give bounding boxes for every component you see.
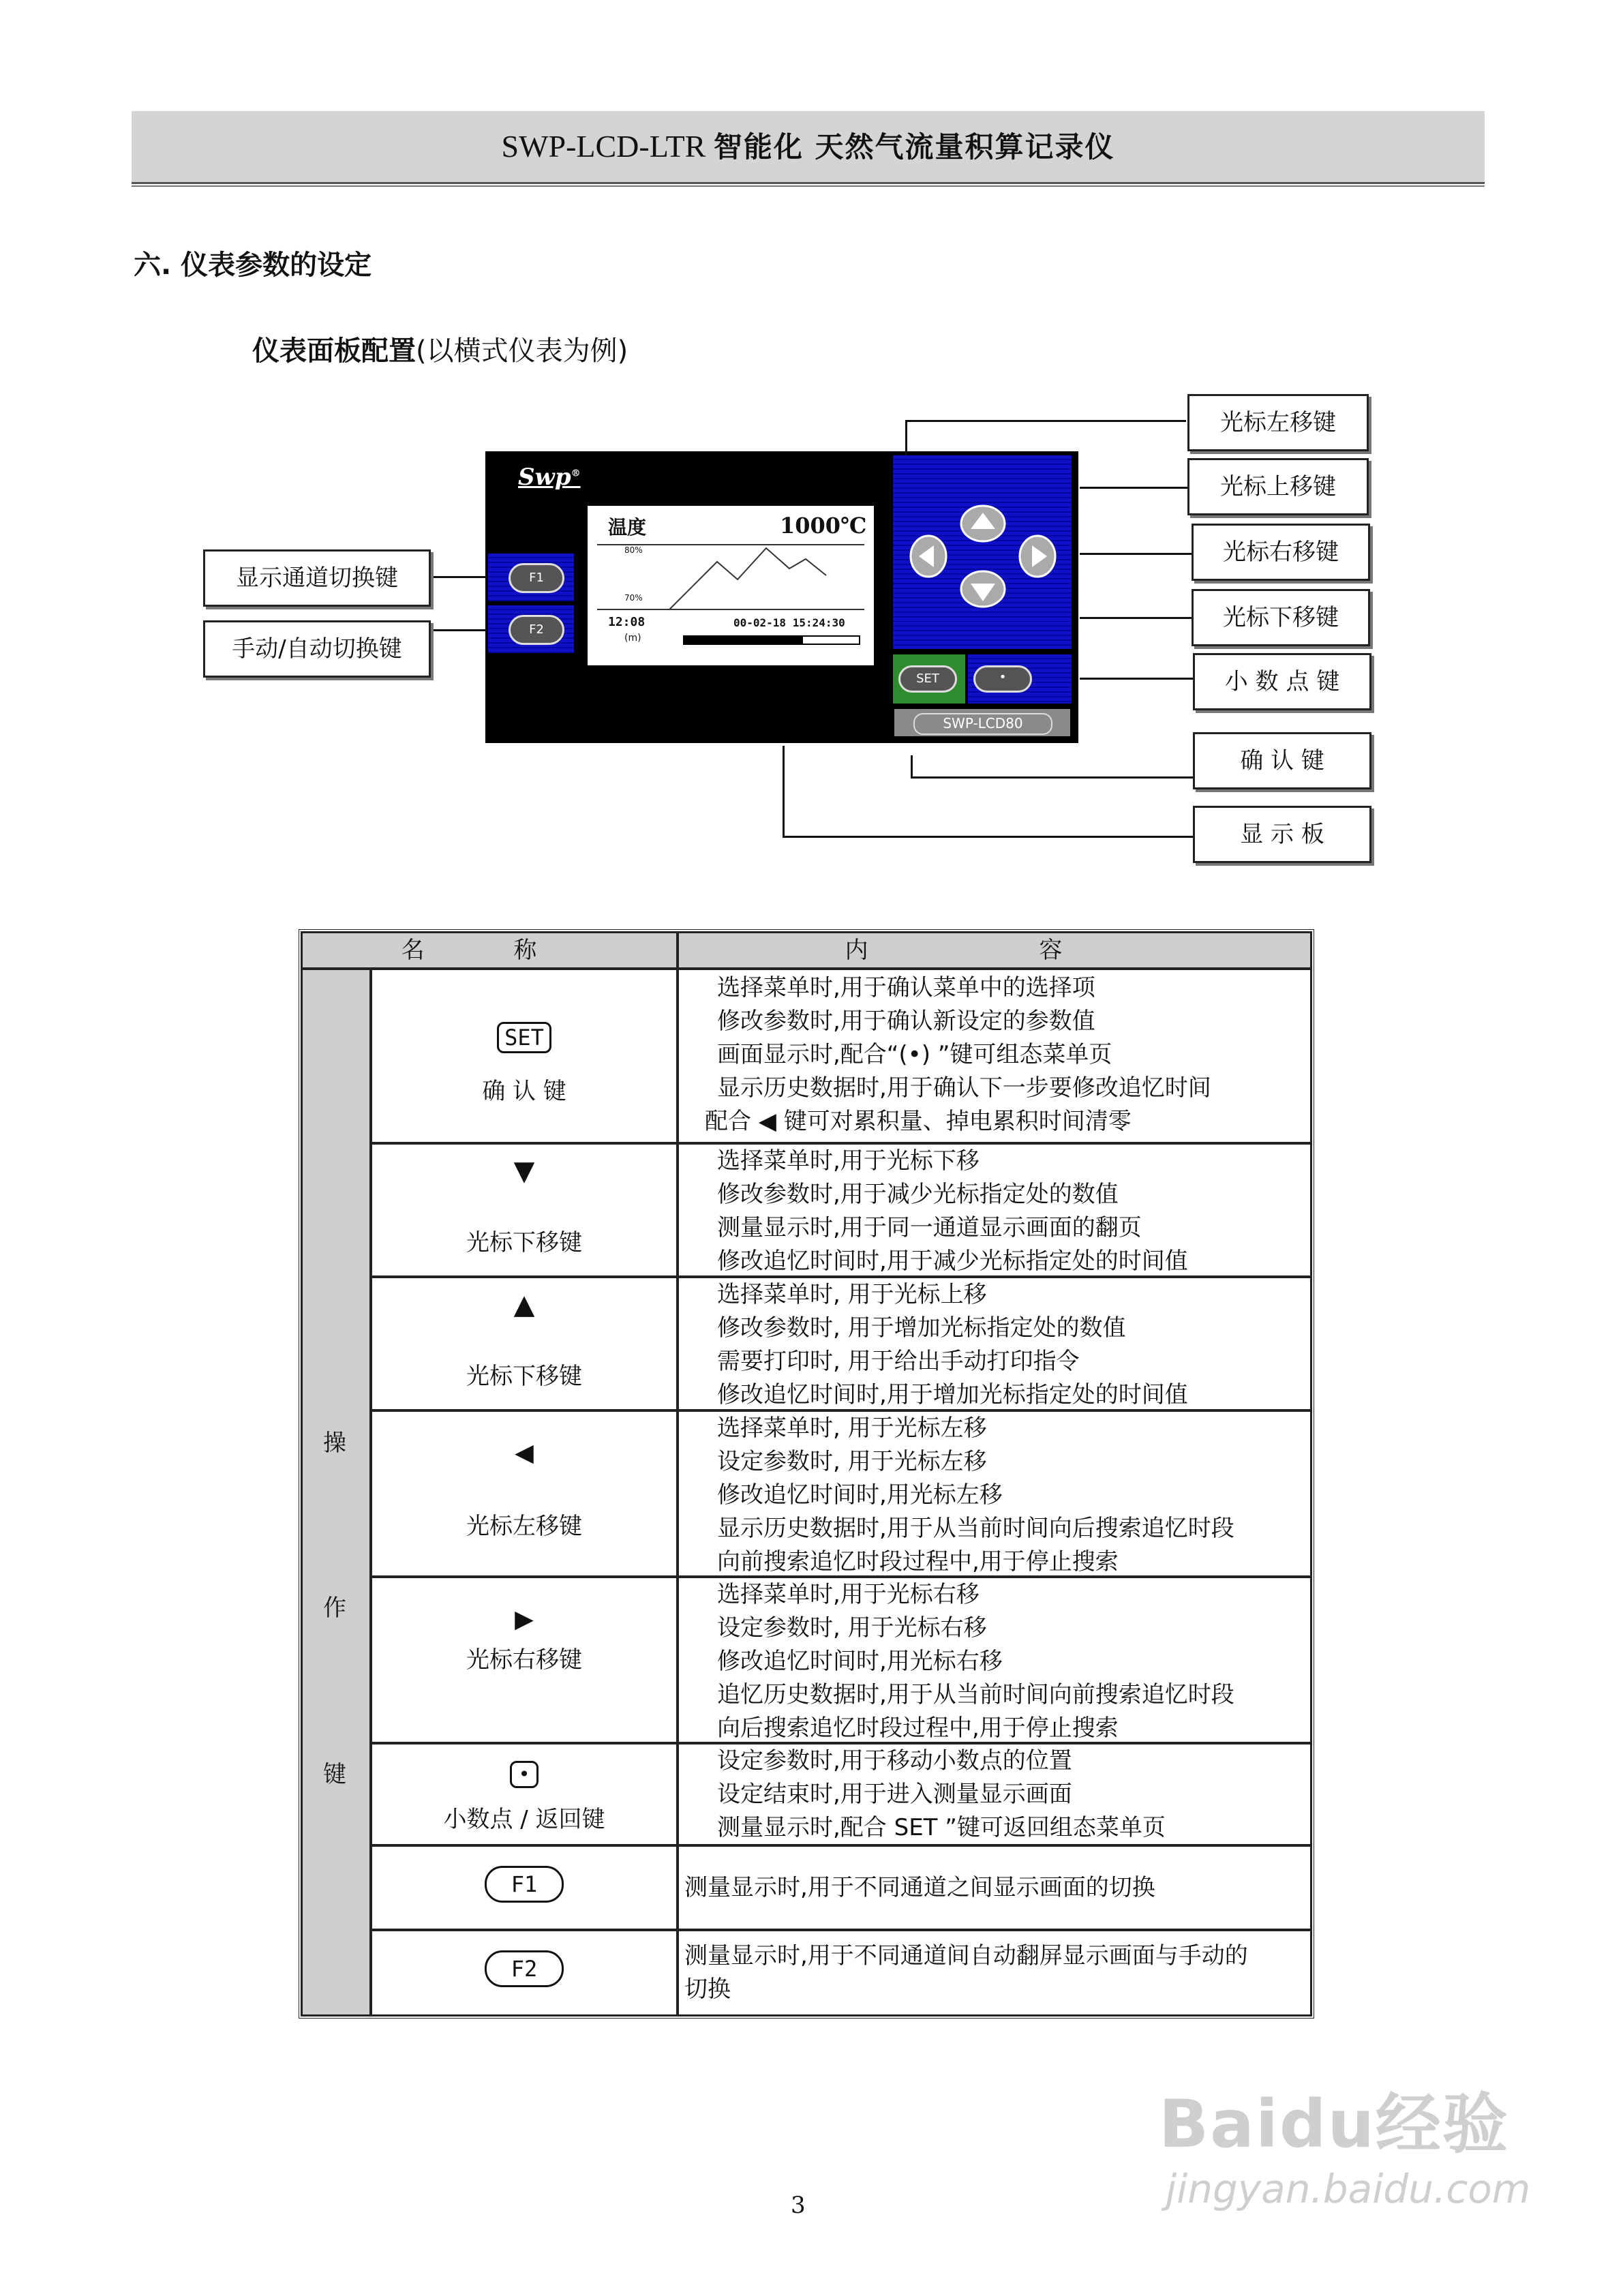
panel-caption	[252, 329, 628, 368]
set-device-button[interactable]: SET	[898, 665, 957, 693]
keypad-strip	[893, 622, 1072, 649]
content-line: 修改参数时, 用于增加光标指定处的数值	[717, 1314, 1126, 1342]
content-line: 需要打印时, 用于给出手动打印指令	[717, 1348, 1080, 1375]
table-row	[371, 1743, 678, 1845]
trend-line	[669, 548, 826, 609]
content-line: 设定结束时,用于进入测量显示画面	[717, 1781, 1072, 1808]
leader-f2	[431, 629, 487, 631]
f2-key-icon: F2	[485, 1950, 564, 1987]
up-key-icon: ▲	[513, 1289, 535, 1320]
content-line: 修改追忆时间时,用于减少光标指定处的时间值	[717, 1248, 1188, 1275]
row-content	[678, 1743, 1311, 1845]
screen-datetime: 00-02-18 15:24:30	[733, 616, 845, 629]
device-logo-mark: ®	[571, 468, 581, 479]
content-line: 配合 ◀ 键可对累积量、掉电累积时间清零	[705, 1108, 1132, 1135]
content-line: 修改参数时,用于确认新设定的参数值	[717, 1008, 1095, 1035]
group-char-3: 键	[323, 1761, 346, 1788]
key-function-table	[299, 929, 1314, 2019]
screen-unit: (m)	[624, 633, 641, 644]
leader-down	[1080, 617, 1192, 619]
callout-channel-switch: 显示通道切换键	[203, 549, 431, 607]
content-line: 追忆历史数据时,用于从当前时间向前搜索追忆时段	[717, 1681, 1234, 1708]
group-column	[301, 969, 371, 2016]
row-content	[678, 1277, 1311, 1410]
page-header-title	[132, 111, 1485, 182]
content-line: 选择菜单时, 用于光标上移	[717, 1281, 987, 1308]
row-content	[678, 1930, 1311, 2016]
row-key-name: 光标下移键	[466, 1363, 582, 1390]
header-subtitle: 智能化 天然气流量积算记录仪	[713, 130, 1115, 164]
leader-set-v	[911, 755, 913, 779]
callout-cursor-right: 光标右移键	[1192, 524, 1370, 581]
row-content	[678, 969, 1311, 1143]
content-line: 显示历史数据时,用于从当前时间向后搜索追忆时段	[717, 1515, 1234, 1542]
f1-device-button[interactable]: F1	[509, 563, 564, 593]
leader-display-h	[783, 836, 1193, 838]
content-line: 修改参数时,用于减少光标指定处的数值	[717, 1181, 1119, 1208]
content-line: 测量显示时,用于不同通道间自动翻屏显示画面与手动的	[684, 1942, 1248, 1969]
table-row	[371, 1410, 678, 1577]
header-model: SWP-LCD-LTR	[501, 129, 706, 164]
set-key-icon: SET	[497, 1022, 551, 1053]
content-line: 选择菜单时, 用于光标左移	[717, 1415, 987, 1442]
content-line: 修改追忆时间时,用于增加光标指定处的时间值	[717, 1381, 1188, 1408]
panel-caption-bold: 仪表面板配置	[252, 335, 416, 367]
table-row	[371, 1277, 678, 1410]
model-plate: SWP-LCD80	[913, 713, 1052, 735]
content-line: 选择菜单时,用于光标下移	[717, 1147, 980, 1175]
leader-display-v	[783, 746, 785, 837]
header-divider	[132, 185, 1485, 187]
content-line: 设定参数时, 用于光标右移	[717, 1614, 987, 1642]
callout-confirm: 确 认 键	[1193, 732, 1371, 789]
table-row	[371, 969, 678, 1143]
leader-left-v	[905, 420, 907, 455]
screen-time: 12:08	[608, 615, 646, 629]
table-header-name: 名 称	[301, 932, 678, 969]
leader-up	[1080, 487, 1187, 489]
leader-left-h	[905, 420, 1186, 422]
table-row	[371, 1143, 678, 1277]
leader-dot	[1080, 678, 1193, 680]
row-content	[678, 1410, 1311, 1577]
content-line: 画面显示时,配合“(•) ”键可组态菜单页	[717, 1041, 1112, 1068]
cursor-buttons	[893, 455, 1072, 619]
row-key-name: 光标左移键	[466, 1513, 582, 1540]
row-key-name: 小数点 / 返回键	[443, 1806, 605, 1833]
watermark	[1159, 2072, 1541, 2277]
callout-cursor-down: 光标下移键	[1192, 589, 1370, 646]
content-line: 修改追忆时间时,用光标左移	[717, 1481, 1003, 1509]
row-key-name: 光标下移键	[466, 1229, 582, 1256]
left-key-icon: ◀	[515, 1439, 534, 1467]
device-logo: Swp®	[518, 464, 581, 491]
row-content	[678, 1845, 1311, 1930]
content-line: 向后搜索追忆时段过程中,用于停止搜索	[717, 1715, 1119, 1742]
table-row	[371, 1845, 678, 1930]
chart-y-top: 80%	[624, 545, 643, 555]
dot-key-icon: •	[510, 1761, 539, 1788]
screen-progress	[683, 635, 860, 645]
leader-set-h	[911, 776, 1193, 779]
screen-value: 1000℃	[780, 513, 867, 539]
watermark-brand: Baidu经验	[1159, 2086, 1509, 2162]
callout-cursor-up: 光标上移键	[1187, 458, 1369, 515]
row-content	[678, 1577, 1311, 1743]
screen-progress-fill	[684, 637, 803, 644]
callout-decimal-point: 小 数 点 键	[1193, 653, 1371, 710]
section-title: 六. 仪表参数的设定	[134, 250, 372, 281]
content-line: 向前搜索追忆时段过程中,用于停止搜索	[717, 1548, 1119, 1575]
content-line: 显示历史数据时,用于确认下一步要修改追忆时间	[717, 1074, 1211, 1102]
callout-manual-auto: 手动/自动切换键	[203, 620, 431, 678]
leader-f1	[431, 576, 487, 578]
table-row	[371, 1577, 678, 1743]
content-line: 修改追忆时间时,用光标右移	[717, 1648, 1003, 1675]
page-number: 3	[791, 2192, 806, 2219]
chart-y-bottom: 70%	[624, 593, 643, 603]
leader-right	[1080, 553, 1192, 555]
dot-device-button[interactable]: •	[973, 665, 1032, 693]
watermark-url: jingyan.baidu.com	[1166, 2166, 1531, 2212]
content-line: 选择菜单时,用于光标右移	[717, 1581, 980, 1608]
content-line: 测量显示时,配合 SET ”键可返回组态菜单页	[717, 1814, 1166, 1841]
down-key-icon: ▼	[513, 1155, 535, 1187]
content-line: 切换	[684, 1976, 731, 2003]
callout-cursor-left: 光标左移键	[1187, 394, 1369, 451]
row-key-name: 光标右移键	[466, 1646, 582, 1674]
group-char-1: 操	[323, 1430, 346, 1457]
content-line: 设定参数时, 用于光标左移	[717, 1448, 987, 1475]
content-line: 测量显示时,用于不同通道之间显示画面的切换	[684, 1874, 1155, 1901]
row-key-name: 确 认 键	[482, 1078, 566, 1105]
f1-key-icon: F1	[485, 1866, 564, 1903]
panel-caption-rest: (以横式仪表为例)	[416, 335, 628, 367]
content-line: 选择菜单时,用于确认菜单中的选择项	[717, 974, 1095, 1001]
content-line: 测量显示时,用于同一通道显示画面的翻页	[717, 1214, 1142, 1241]
content-line: 设定参数时,用于移动小数点的位置	[717, 1747, 1072, 1774]
callout-display-panel: 显 示 板	[1193, 806, 1371, 863]
table-header-content: 内 容	[678, 932, 1311, 969]
lcd-screen	[588, 506, 874, 665]
f2-device-button[interactable]: F2	[509, 615, 564, 645]
row-content	[678, 1143, 1311, 1277]
table-row	[371, 1930, 678, 2016]
group-char-2: 作	[323, 1595, 346, 1622]
right-key-icon: ▶	[515, 1605, 534, 1633]
screen-label: 温度	[608, 516, 647, 539]
